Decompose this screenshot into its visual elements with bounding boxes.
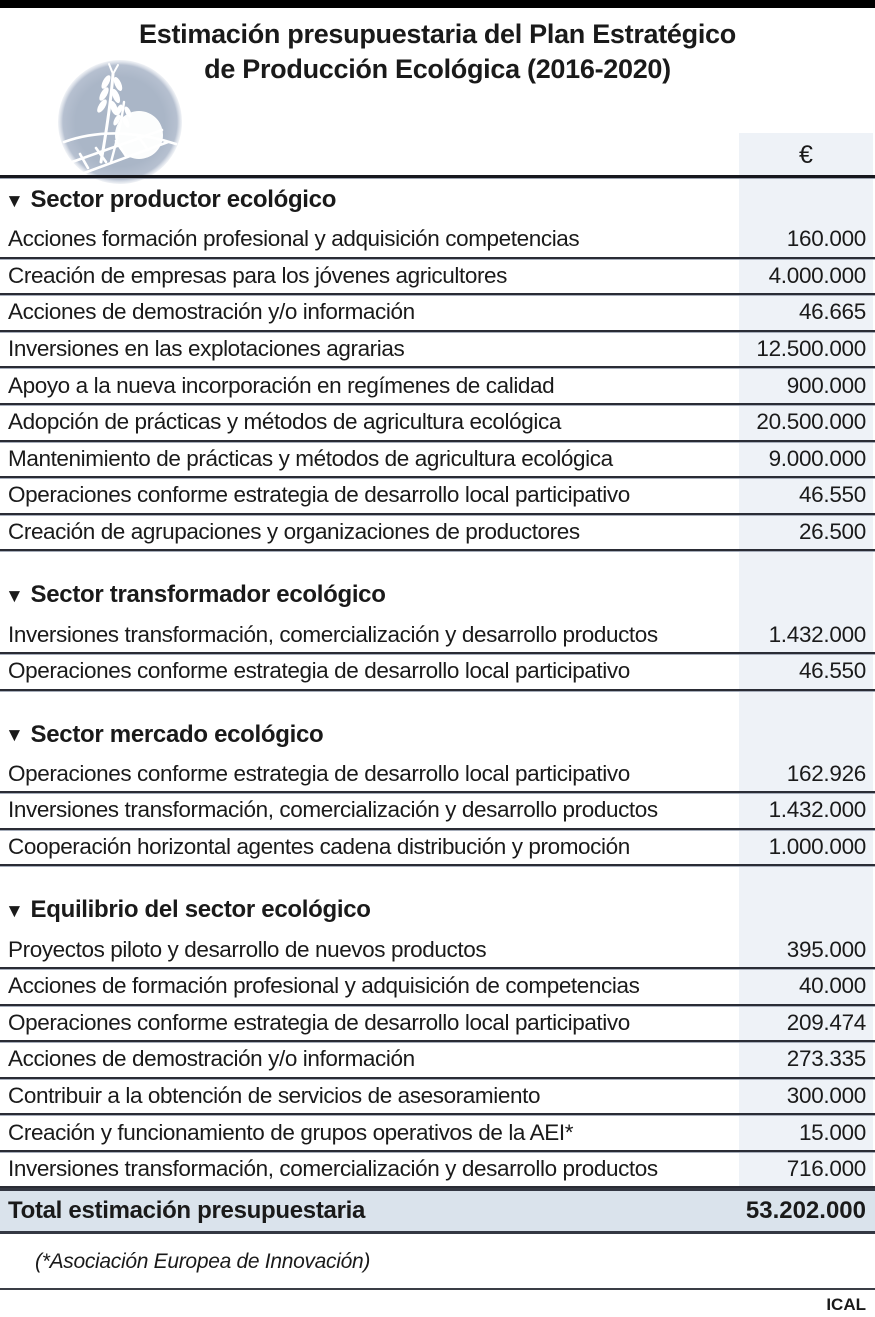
table-row bbox=[0, 969, 875, 1006]
row-label: Mantenimiento de prácticas y métodos de agricultura ecológica bbox=[8, 445, 613, 471]
header bbox=[0, 8, 875, 133]
row-value: 26.500 bbox=[798, 519, 866, 545]
row-label: Creación de empresas para los jóvenes agricultores bbox=[8, 262, 508, 288]
row-value: 12.500.000 bbox=[756, 336, 866, 362]
section-header bbox=[0, 178, 875, 222]
row-label: Adopción de prácticas y métodos de agricultura ecológica bbox=[8, 409, 561, 435]
total-label: Total estimación presupuestaria bbox=[8, 1197, 366, 1225]
table-row bbox=[0, 830, 875, 867]
table-sections bbox=[0, 178, 875, 1188]
row-label: Operaciones conforme estrategia de desarrollo local participativo bbox=[8, 658, 630, 684]
table-row bbox=[0, 405, 875, 442]
table-section bbox=[0, 178, 875, 551]
section-header bbox=[0, 573, 875, 617]
triangle-down-icon: ▼ bbox=[5, 900, 24, 922]
table-row bbox=[0, 295, 875, 332]
row-label: Creación y funcionamiento de grupos operativos de la AEI* bbox=[8, 1119, 574, 1145]
table-row bbox=[0, 1152, 875, 1189]
table-row bbox=[0, 259, 875, 296]
footnote: (*Asociación Europea de Innovación) bbox=[35, 1250, 371, 1274]
table-row bbox=[0, 1115, 875, 1152]
row-label: Inversiones transformación, comercialización y desarrollo productos bbox=[8, 797, 658, 823]
row-label: Operaciones conforme estrategia de desarrollo local participativo bbox=[8, 760, 630, 786]
row-value: 1.432.000 bbox=[768, 797, 866, 823]
table-row bbox=[0, 793, 875, 830]
row-value: 162.926 bbox=[786, 760, 866, 786]
row-label: Acciones de demostración y/o información bbox=[8, 299, 415, 325]
table-row bbox=[0, 442, 875, 479]
row-label: Acciones de formación profesional y adquisición de competencias bbox=[8, 973, 640, 999]
row-value: 40.000 bbox=[798, 973, 866, 999]
table-row bbox=[0, 757, 875, 794]
table-row bbox=[0, 222, 875, 259]
row-label: Operaciones conforme estrategia de desarrollo local participativo bbox=[8, 482, 630, 508]
section-header bbox=[0, 888, 875, 932]
table-row bbox=[0, 1042, 875, 1079]
row-value: 900.000 bbox=[786, 372, 866, 398]
section-title: Equilibrio del sector ecológico bbox=[30, 896, 371, 924]
row-value: 160.000 bbox=[786, 226, 866, 252]
table-row bbox=[0, 654, 875, 691]
row-value: 15.000 bbox=[798, 1119, 866, 1145]
table-row bbox=[0, 478, 875, 515]
row-value: 209.474 bbox=[786, 1009, 866, 1035]
section-title: Sector transformador ecológico bbox=[30, 581, 386, 609]
row-value: 46.550 bbox=[798, 658, 866, 684]
row-label: Inversiones transformación, comercialización y desarrollo productos bbox=[8, 1156, 658, 1182]
row-label: Acciones formación profesional y adquisición competencias bbox=[8, 226, 580, 252]
row-value: 1.000.000 bbox=[768, 834, 866, 860]
row-value: 46.550 bbox=[798, 482, 866, 508]
row-value: 4.000.000 bbox=[768, 262, 866, 288]
row-label: Cooperación horizontal agentes cadena distribución y promoción bbox=[8, 834, 630, 860]
row-label: Apoyo a la nueva incorporación en regímenes de calidad bbox=[8, 372, 555, 398]
table bbox=[0, 133, 875, 1315]
title-line-2: de Producción Ecológica (2016-2020) bbox=[204, 54, 671, 84]
row-value: 1.432.000 bbox=[768, 621, 866, 647]
table-section bbox=[0, 888, 875, 1188]
column-header-row bbox=[0, 133, 875, 178]
section-title: Sector mercado ecológico bbox=[30, 720, 324, 748]
table-section bbox=[0, 573, 875, 690]
section-title: Sector productor ecológico bbox=[30, 186, 337, 213]
top-black-bar bbox=[0, 0, 875, 8]
row-value: 9.000.000 bbox=[768, 445, 866, 471]
row-value: 46.665 bbox=[798, 299, 866, 325]
triangle-down-icon: ▼ bbox=[5, 725, 24, 747]
table-row bbox=[0, 368, 875, 405]
row-label: Inversiones en las explotaciones agrarias bbox=[8, 336, 405, 362]
total-value: 53.202.000 bbox=[745, 1197, 866, 1225]
table-row bbox=[0, 515, 875, 552]
euro-column-header: € bbox=[799, 141, 813, 169]
table-row bbox=[0, 1079, 875, 1116]
table-section bbox=[0, 713, 875, 867]
triangle-down-icon: ▼ bbox=[5, 585, 24, 607]
table-row bbox=[0, 617, 875, 654]
total-row bbox=[0, 1188, 875, 1234]
row-value: 20.500.000 bbox=[756, 409, 866, 435]
table-row bbox=[0, 332, 875, 369]
row-label: Proyectos piloto y desarrollo de nuevos productos bbox=[8, 936, 487, 962]
row-label: Creación de agrupaciones y organizaciones de productores bbox=[8, 519, 580, 545]
row-value: 273.335 bbox=[786, 1046, 866, 1072]
row-label: Contribuir a la obtención de servicios de asesoramiento bbox=[8, 1082, 541, 1108]
table-row bbox=[0, 932, 875, 969]
title-line-1: Estimación presupuestaria del Plan Estratégico bbox=[139, 19, 736, 49]
row-label: Inversiones transformación, comercialización y desarrollo productos bbox=[8, 621, 658, 647]
credit-ical: ICAL bbox=[826, 1295, 866, 1315]
row-value: 395.000 bbox=[786, 936, 866, 962]
row-label: Acciones de demostración y/o información bbox=[8, 1046, 415, 1072]
row-value: 300.000 bbox=[786, 1082, 866, 1108]
triangle-down-icon: ▼ bbox=[5, 190, 24, 212]
row-label: Operaciones conforme estrategia de desarrollo local participativo bbox=[8, 1009, 630, 1035]
table-row bbox=[0, 1006, 875, 1043]
section-header bbox=[0, 713, 875, 757]
row-value: 716.000 bbox=[786, 1156, 866, 1182]
